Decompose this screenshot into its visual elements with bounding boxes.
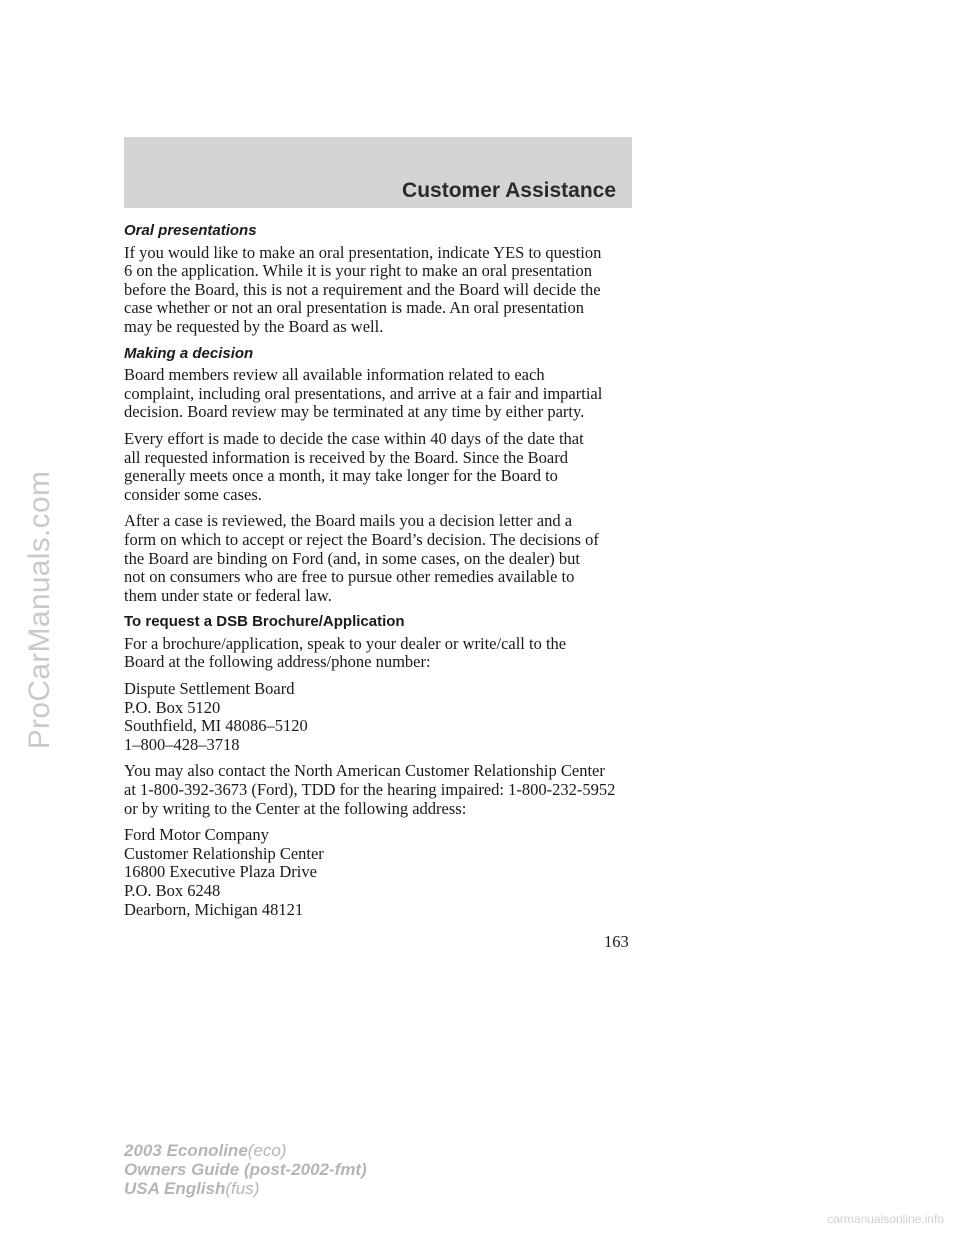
header-band <box>124 137 632 208</box>
paragraph: You may also contact the North American Customer Relationship Center at 1-800-392-3673 (Ford), TDD for the hearing impaired: 1-800-232-5952 or by writing to the Center at the following address: <box>124 761 616 818</box>
paragraph: Every effort is made to decide the case within 40 days of the date that all requested information is received by the Board. Since the Board generally meets once a month, it may take longer for the Board to consider some cases. <box>124 428 584 504</box>
heading-request-brochure: To request a DSB Brochure/Application <box>124 613 405 631</box>
heading-making-decision: Making a decision <box>124 344 254 362</box>
footer-line-1: 2003 Econoline(eco) <box>124 1141 287 1160</box>
footer-line-2: Owners Guide (post-2002-fmt) <box>124 1160 367 1179</box>
watermark-text: ProCarManuals.com <box>23 470 56 750</box>
page-number: 163 <box>604 932 629 951</box>
document-footer <box>124 1141 367 1198</box>
paragraph: For a brochure/application, speak to your dealer or write/call to the Board at the following address/phone number: <box>124 633 567 672</box>
section-title: Customer Assistance <box>402 179 616 202</box>
address-ford-motor: Ford Motor Company Customer Relationship Center 16800 Executive Plaza Drive P.O. Box 6248 Dearborn, Michigan 48121 <box>124 825 324 919</box>
address-dispute-board: Dispute Settlement Board P.O. Box 5120 Southfield, MI 48086–5120 1–800–428–3718 <box>124 679 308 754</box>
paragraph: Board members review all available information related to each complaint, including oral presentations, and arrive at a fair and impartial decision. Board review may be terminated at any time by either party. <box>124 365 603 422</box>
heading-oral-presentations: Oral presentations <box>124 222 257 239</box>
footer-line-3: USA English(fus) <box>124 1179 260 1198</box>
paragraph: After a case is reviewed, the Board mails you a decision letter and a form on which to accept or reject the Board’s decision. The decisions of the Board are binding on Ford (and, in some cases, on the dealer) but not on consumers who are free to pursue other remedies available to them under state or federal law. <box>124 511 599 605</box>
page-content <box>124 222 636 927</box>
paragraph: If you would like to make an oral presentation, indicate YES to question 6 on the application. While it is your right to make an oral presentation before the Board, this is not a requirement and the Board will decide the case whether or not an oral presentation is made. An oral presentation may be requested by the Board as well. <box>124 242 602 336</box>
footer-logo: carmanualsonline.info <box>827 1212 944 1226</box>
